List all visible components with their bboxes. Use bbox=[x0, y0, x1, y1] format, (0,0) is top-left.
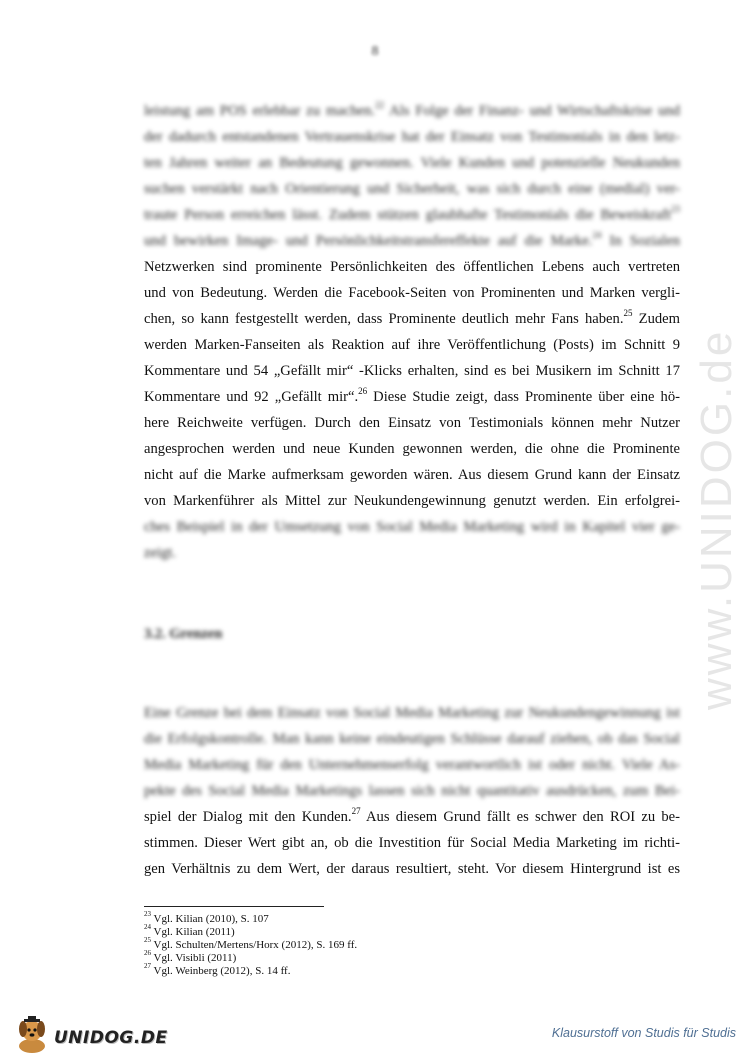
text-line: ten Jahren weiter an Bedeutung gewonnen. Viele Kunden und potenzielle Neukunden bbox=[144, 155, 680, 171]
text-line: chen, so kann festgestellt werden, dass Prominente deutlich mehr Fans haben.$^{25}$ Zudem bbox=[144, 308, 680, 327]
text-line: here Reichweite verfügen. Durch den Einsatz von Testimonials können mehr Nutzer bbox=[144, 415, 680, 431]
text-line: Netzwerken sind prominente Persönlichkeiten des öffentlichen Lebens auch vertreten bbox=[144, 259, 680, 275]
text-line: und bewirken Image- und Persönlichkeitstransfereffekte auf die Marke.$^{24}$ In Sozialen bbox=[144, 230, 680, 249]
text-line: Eine Grenze bei dem Einsatz von Social Media Marketing zur Neukundengewinnung ist bbox=[144, 705, 680, 721]
text-line: gen Verhältnis zu dem Wert, der daraus resultiert, steht. Vor diesem Hintergrund ist es bbox=[144, 861, 680, 877]
footnote-ref: 27 bbox=[351, 806, 361, 817]
footnote: $^{23}$ Vgl. Kilian (2010), S. 107 bbox=[144, 910, 269, 925]
text-line: und von Bedeutung. Werden die Facebook-Seiten von Prominenten und Marken vergli- bbox=[144, 285, 680, 301]
footnotes bbox=[144, 910, 644, 978]
text-line: traute Person erreichen lässt. Zudem stützen glaubhafte Testimonials die Beweiskraft$^{23}$ bbox=[144, 204, 680, 223]
footnote: $^{25}$ Vgl. Schulten/Mertens/Horx (2012), S. 169 ff. bbox=[144, 936, 358, 951]
text-line: suchen verstärkt nach Orientierung und Sicherheit, was sich durch eine (medial) ver- bbox=[144, 181, 680, 197]
tagline: Klausurstoff von Studis für Studis bbox=[551, 1026, 736, 1040]
text-line: nicht auf die Marke aufmerksam geworden wären. Aus diesem Grund kann der Einsatz bbox=[144, 467, 680, 483]
text-line: stimmen. Dieser Wert gibt an, ob die Investition für Social Media Marketing im richti- bbox=[144, 835, 680, 851]
text-line: von Markenführer als Mittel zur Neukundengewinnung genutzt werden. Ein erfolgrei- bbox=[144, 493, 680, 509]
text-line: zeigt. bbox=[144, 545, 177, 561]
footnote-ref: 25 bbox=[623, 308, 633, 319]
watermark: www.UNIDOG.de bbox=[692, 328, 741, 710]
footnote-rule bbox=[144, 906, 324, 907]
logo-text: UNIDOG.DE bbox=[54, 1028, 168, 1048]
footnote: $^{27}$ Vgl. Weinberg (2012), S. 14 ff. bbox=[144, 962, 291, 977]
page-number: 8 bbox=[371, 44, 379, 59]
text-line: Kommentare und 54 „Gefällt mir“ -Klicks erhalten, sind es bei Musikern im Schnitt 17 bbox=[144, 363, 680, 379]
footnote: $^{26}$ Vgl. Visibli (2011) bbox=[144, 949, 237, 964]
footnote-ref: 26 bbox=[358, 386, 368, 397]
dog-mascot-icon bbox=[12, 1016, 52, 1054]
text-line: spiel der Dialog mit den Kunden.$^{27}$ Aus diesem Grund fällt es schwer den ROI zu be- bbox=[144, 806, 680, 825]
text-line: Media Marketing für den Unternehmenserfolg verantwortlich ist oder nicht. Viele As- bbox=[144, 757, 680, 773]
text-line: angesprochen werden und neue Kunden gewonnen werden, die ohne die Prominente bbox=[144, 441, 680, 457]
text-line: ches Beispiel in der Umsetzung von Social Media Marketing wird in Kapitel vier ge- bbox=[144, 519, 680, 535]
text-line: die Erfolgskontrolle. Man kann keine eindeutigen Schlüsse darauf ziehen, ob das Social bbox=[144, 731, 680, 747]
section-heading: 3.2. Grenzen bbox=[144, 626, 223, 642]
unidog-logo[interactable] bbox=[12, 1014, 168, 1054]
text-line: pekte des Social Media Marketings lassen sich nicht quantitativ ausdrücken, zum Bei- bbox=[144, 783, 680, 799]
text-line: leistung am POS erlebbar zu machen.$^{22}$ Als Folge der Finanz- und Wirtschaftskrise und bbox=[144, 100, 680, 119]
paragraph-2 bbox=[144, 700, 680, 882]
text-line: Kommentare und 92 „Gefällt mir“.$^{26}$ Diese Studie zeigt, dass Prominente über eine hö- bbox=[144, 386, 680, 405]
footnote: $^{24}$ Vgl. Kilian (2011) bbox=[144, 923, 235, 938]
paragraph-1 bbox=[144, 98, 680, 566]
text-line: werden Marken-Fanseiten als Reaktion auf ihre Veröffentlichung (Posts) im Schnitt 9 bbox=[144, 337, 680, 353]
text-line: der dadurch entstandenen Vertrauenskrise hat der Einsatz von Testimonials in den letz- bbox=[144, 129, 680, 145]
